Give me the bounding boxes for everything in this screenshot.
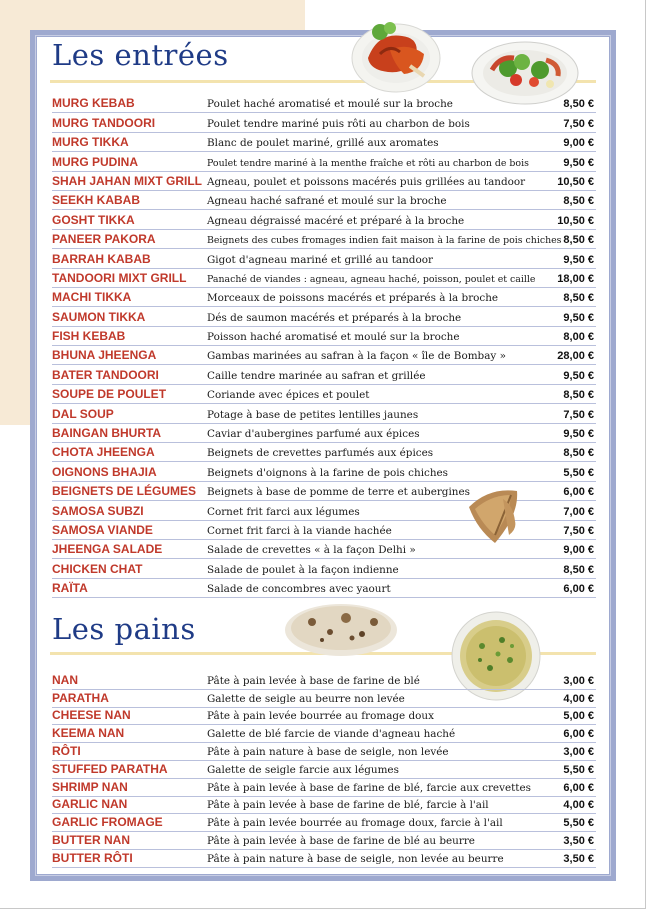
dish-description: Agneau, poulet et poissons macérés puis grillées au tandoor: [207, 175, 526, 188]
menu-row: [52, 743, 596, 761]
dish-price: 5,50 €: [563, 466, 594, 479]
dish-name: RÔTI: [52, 743, 81, 758]
dish-name: SAUMON TIKKA: [52, 309, 146, 324]
dish-name: SOUPE DE POULET: [52, 387, 167, 402]
menu-row: [52, 210, 596, 229]
dish-name: SAMOSA SUBZI: [52, 503, 144, 518]
dish-price: 8,00 €: [563, 331, 594, 344]
menu-row: [52, 307, 596, 326]
dish-price: 4,00 €: [563, 799, 594, 812]
dish-name: STUFFED PARATHA: [52, 761, 168, 776]
dish-price: 5,00 €: [563, 710, 594, 723]
dish-price: 3,00 €: [563, 674, 594, 687]
menu-row: [52, 404, 596, 423]
dish-price: 7,00 €: [563, 505, 594, 518]
dish-description: Gigot d'agneau mariné et grillé au tandoor: [207, 253, 433, 266]
dish-name: KEEMA NAN: [52, 726, 125, 741]
dish-description: Blanc de poulet mariné, grillé aux aromates: [207, 137, 439, 150]
dish-description: Beignets de crevettes parfumés aux épices: [207, 447, 434, 460]
dish-description: Pâte à pain levée bourrée au fromage doux: [207, 710, 434, 723]
dish-name: DAL SOUP: [52, 406, 114, 421]
dish-description: Beignets des cubes fromages indien fait maison à la farine de pois chiches: [207, 235, 562, 247]
dish-price: 3,50 €: [563, 834, 594, 847]
dish-price: 5,50 €: [563, 817, 594, 830]
menu-row: [52, 94, 596, 113]
dish-price: 8,50 €: [563, 195, 594, 208]
dish-price: 8,50 €: [563, 292, 594, 305]
dish-price: 8,50 €: [563, 98, 594, 111]
dish-name: GARLIC NAN: [52, 797, 128, 812]
menu-row: [52, 230, 596, 249]
menu-row: [52, 559, 596, 578]
dish-name: TANDOORI MIXT GRILL: [52, 270, 187, 285]
menu-row: [52, 424, 596, 443]
dish-description: Salade de concombres avec yaourt: [207, 583, 391, 596]
menu-row: [52, 725, 596, 743]
menu-row: [52, 708, 596, 726]
dish-price: 5,50 €: [563, 763, 594, 776]
menu-row: [52, 814, 596, 832]
menu-row: [52, 288, 596, 307]
dish-description: Coriande avec épices et poulet: [207, 389, 370, 402]
dish-description: Gambas marinées au safran à la façon « île de Bombay »: [207, 350, 506, 363]
pains-title: Les pains: [52, 612, 196, 646]
menu-row: [52, 152, 596, 171]
dish-name: RAÏTA: [52, 581, 88, 596]
dish-name: FISH KEBAB: [52, 329, 126, 344]
menu-row: [52, 797, 596, 815]
menu-row: [52, 249, 596, 268]
dish-price: 4,00 €: [563, 692, 594, 705]
dish-price: 9,00 €: [563, 544, 594, 557]
menu-row: [52, 172, 596, 191]
dish-name: BUTTER RÔTI: [52, 850, 133, 865]
dish-name: CHEESE NAN: [52, 708, 131, 723]
dish-description: Caviar d'aubergines parfumé aux épices: [207, 428, 420, 441]
dish-name: MURG TIKKA: [52, 135, 129, 150]
dish-name: MURG TANDOORI: [52, 115, 156, 130]
dish-description: Poisson haché aromatisé et moulé sur la broche: [207, 331, 460, 344]
dish-price: 9,50 €: [563, 369, 594, 382]
dish-name: BUTTER NAN: [52, 832, 130, 847]
dish-price: 9,50 €: [563, 428, 594, 441]
dish-name: CHICKEN CHAT: [52, 561, 143, 576]
dish-description: Panaché de viandes : agneau, agneau haché, poisson, poulet et caille: [207, 273, 536, 285]
menu-row: [52, 191, 596, 210]
dish-price: 8,50 €: [563, 389, 594, 402]
dish-price: 8,50 €: [563, 563, 594, 576]
dish-description: Pâte à pain nature à base de seigle, non levée: [207, 745, 449, 758]
dish-name: SHRIMP NAN: [52, 779, 128, 794]
dish-name: BARRAH KABAB: [52, 251, 151, 266]
dish-name: BATER TANDOORI: [52, 367, 159, 382]
dish-price: 7,50 €: [563, 117, 594, 130]
dish-price: 6,00 €: [563, 486, 594, 499]
dish-price: 28,00 €: [557, 350, 594, 363]
dish-price: 9,50 €: [563, 311, 594, 324]
dish-description: Caille tendre marinée au safran et grillée: [207, 369, 426, 382]
dish-name: SAMOSA VIANDE: [52, 522, 153, 537]
dish-price: 7,50 €: [563, 524, 594, 537]
dish-name: JHEENGA SALADE: [52, 542, 163, 557]
dish-description: Poulet tendre mariné puis rôti au charbon de bois: [207, 117, 470, 130]
dish-price: 18,00 €: [557, 272, 594, 285]
menu-row: [52, 365, 596, 384]
dish-description: Pâte à pain levée à base de farine de blé au beurre: [207, 834, 475, 847]
menu-row: [52, 385, 596, 404]
dish-description: Dés de saumon macérés et préparés à la broche: [207, 311, 462, 324]
dish-price: 3,00 €: [563, 745, 594, 758]
dish-name: GOSHT TIKKA: [52, 212, 135, 227]
dish-name: PARATHA: [52, 690, 109, 705]
menu-row: [52, 690, 596, 708]
dish-description: Agneau haché safrané et moulé sur la broche: [207, 195, 447, 208]
dish-name: BAINGAN BHURTA: [52, 426, 162, 441]
tandoori-chicken-plate-image: [350, 14, 442, 94]
dish-price: 10,50 €: [557, 175, 594, 188]
dish-price: 7,50 €: [563, 408, 594, 421]
dish-price: 9,50 €: [563, 253, 594, 266]
dish-description: Pâte à pain levée à base de farine de blé: [207, 674, 420, 687]
dish-price: 6,00 €: [563, 583, 594, 596]
dish-description: Pâte à pain levée à base de farine de blé, farcie à l'ail: [207, 799, 489, 812]
dish-name: CHOTA JHEENGA: [52, 445, 155, 460]
menu-row: [52, 346, 596, 365]
menu-row: [52, 327, 596, 346]
menu-row: [52, 269, 596, 288]
naan-bread-image: [282, 600, 400, 660]
dish-description: Cornet frit farci aux légumes: [207, 505, 360, 518]
dish-name: GARLIC FROMAGE: [52, 815, 163, 830]
dish-price: 9,00 €: [563, 137, 594, 150]
menu-row: [52, 113, 596, 132]
menu-row: [52, 832, 596, 850]
menu-row: [52, 850, 596, 868]
dish-name: PANEER PAKORA: [52, 232, 156, 247]
dish-description: Galette de seigle farcie aux légumes: [207, 763, 399, 776]
pains-list: [52, 672, 596, 868]
menu-row: [52, 579, 596, 598]
menu-row: [52, 672, 596, 690]
dish-description: Salade de crevettes « à la façon Delhi »: [207, 544, 416, 557]
menu-row: [52, 761, 596, 779]
dish-description: Salade de poulet à la façon indienne: [207, 563, 399, 576]
menu-row: [52, 779, 596, 797]
dish-price: 6,00 €: [563, 728, 594, 741]
dish-name: BHUNA JHEENGA: [52, 348, 157, 363]
dish-name: BEIGNETS DE LÉGUMES: [52, 484, 197, 499]
dish-name: MURG KEBAB: [52, 96, 135, 111]
dish-price: 10,50 €: [557, 214, 594, 227]
dish-description: Galette de seigle au beurre non levée: [207, 692, 405, 705]
dish-description: Poulet tendre mariné à la menthe fraîche et rôti au charbon de bois: [207, 157, 529, 169]
dish-description: Beignets d'oignons à la farine de pois chiches: [207, 466, 449, 479]
dish-description: Agneau dégraissé macéré et préparé à la broche: [207, 214, 465, 227]
dish-name: MACHI TIKKA: [52, 290, 132, 305]
menu-row: [52, 462, 596, 481]
dish-name: OIGNONS BHAJIA: [52, 464, 157, 479]
dish-description: Cornet frit farci à la viande hachée: [207, 524, 392, 537]
dish-price: 8,50 €: [563, 234, 594, 247]
dish-description: Pâte à pain nature à base de seigle, non levée au beurre: [207, 852, 504, 865]
menu-row: [52, 133, 596, 152]
dish-price: 6,00 €: [563, 781, 594, 794]
dish-name: SEEKH KABAB: [52, 193, 141, 208]
dish-description: Morceaux de poissons macérés et préparés à la broche: [207, 292, 499, 305]
dish-description: Pâte à pain levée à base de farine de blé, farcie aux crevettes: [207, 781, 531, 794]
dish-description: Poulet haché aromatisé et moulé sur la broche: [207, 98, 453, 111]
dish-name: SHAH JAHAN MIXT GRILL: [52, 173, 202, 188]
entrees-title: Les entrées: [52, 38, 229, 72]
samosa-image: [465, 485, 525, 547]
dish-description: Potage à base de petites lentilles jaunes: [207, 408, 419, 421]
menu-row: [52, 443, 596, 462]
dish-description: Beignets à base de pomme de terre et aubergines: [207, 486, 470, 499]
dish-price: 9,50 €: [563, 156, 594, 169]
dish-price: 3,50 €: [563, 852, 594, 865]
dish-name: NAN: [52, 672, 78, 687]
dish-price: 8,50 €: [563, 447, 594, 460]
dish-name: MURG PUDINA: [52, 154, 138, 169]
dish-description: Pâte à pain levée bourrée au fromage doux, farcie à l'ail: [207, 817, 503, 830]
dish-description: Galette de blé farcie de viande d'agneau haché: [207, 728, 456, 741]
